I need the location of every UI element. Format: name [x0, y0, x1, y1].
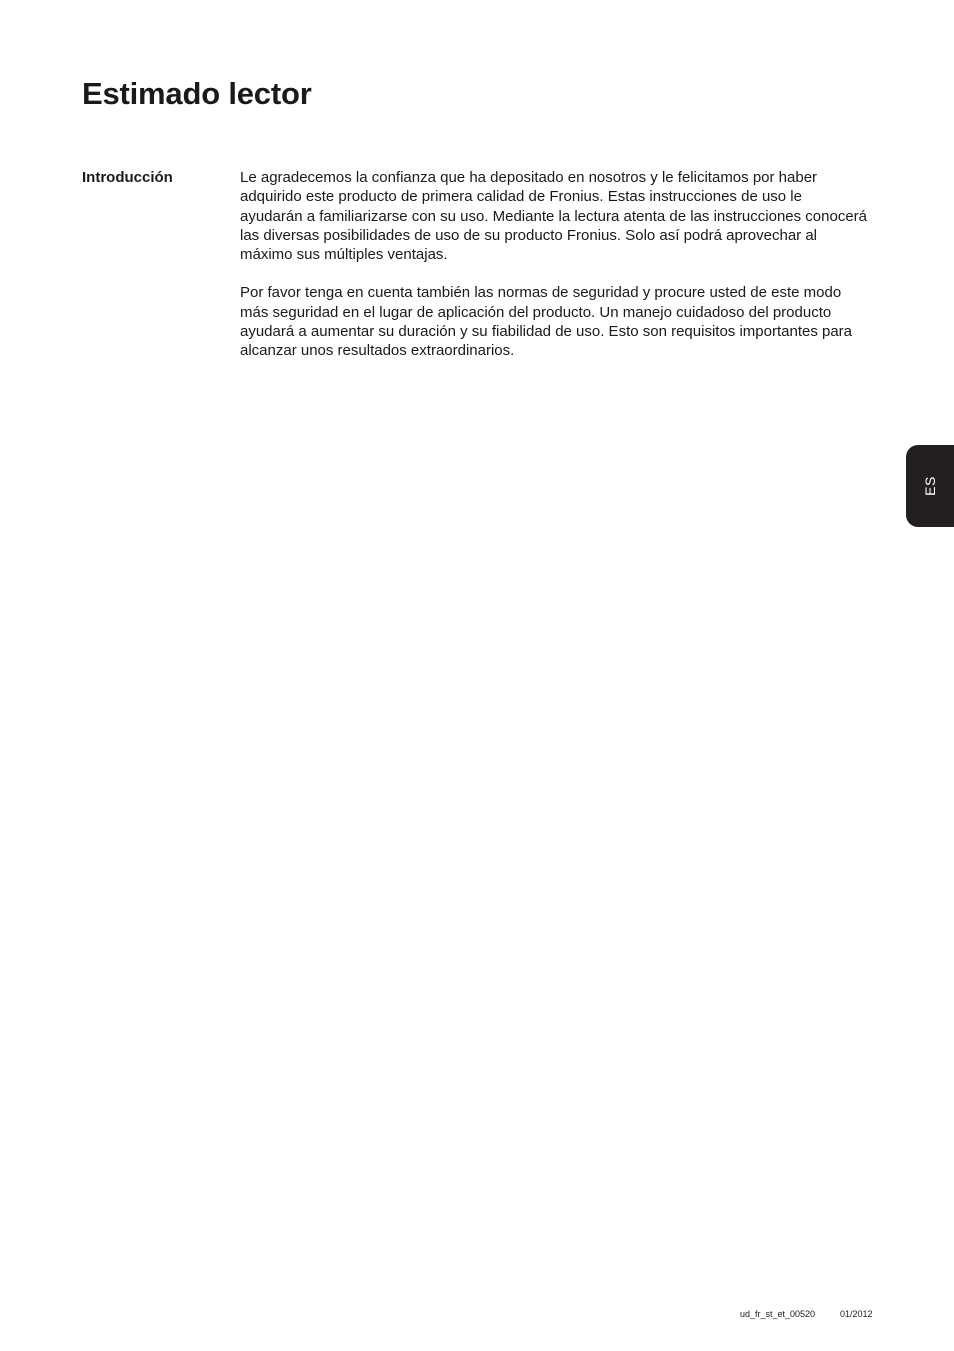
footer-date: 01/2012 — [840, 1309, 873, 1319]
paragraph-1: Le agradecemos la confianza que ha depositado en nosotros y le felicitamos por haber adquirido este producto de primera calidad de Fronius. Estas instrucciones de uso le ayudarán a familiarizarse con su uso. Mediante la lectura atenta de las instrucciones conocerá las diversas posibilidades de uso de su producto Fronius. Solo así podrá aprovechar al máximo sus múltiples ventajas. — [240, 169, 868, 264]
page-title: Estimado lector — [82, 76, 312, 111]
section-heading-introduction: Introducción — [82, 169, 173, 186]
footer-document-code: ud_fr_st_et_00520 — [740, 1309, 816, 1319]
paragraph-2: Por favor tenga en cuenta también las normas de seguridad y procure usted de este modo más seguridad en el lugar de aplicación del producto. Un manejo cuidadoso del producto ayudará a aumentar su duración y su fiabilidad de uso. Esto son requisitos importantes para alcanzar unos resultados extraordinarios. — [240, 284, 853, 360]
language-tab-label: ES — [922, 476, 938, 496]
language-tab — [906, 445, 954, 527]
section-body — [240, 168, 868, 380]
